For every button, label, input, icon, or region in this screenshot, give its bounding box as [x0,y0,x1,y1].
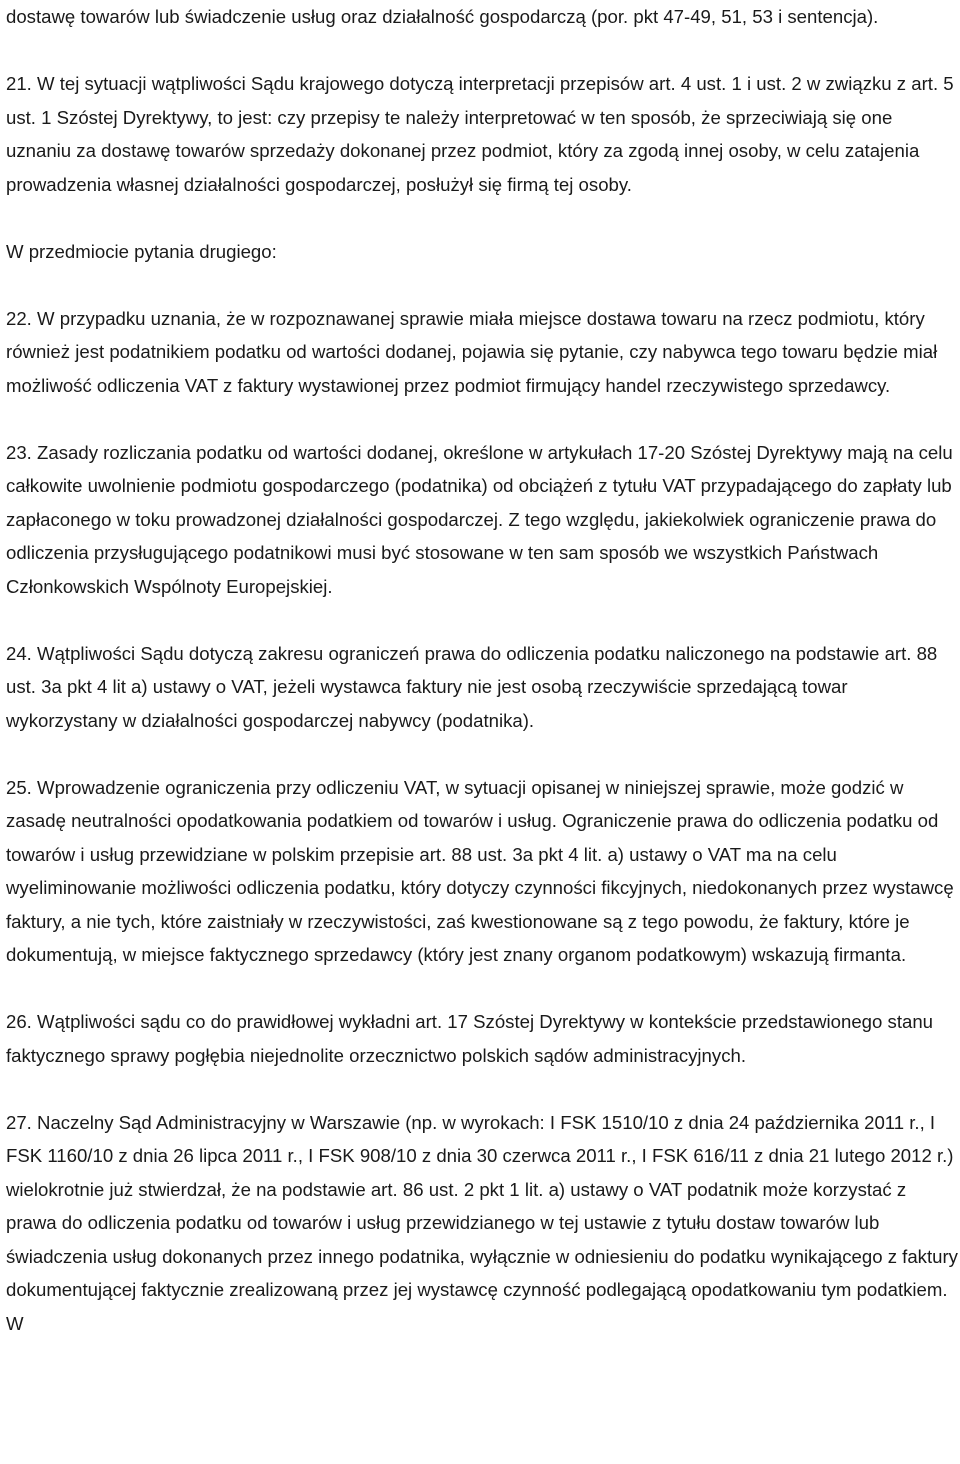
paragraph-21: 21. W tej sytuacji wątpliwości Sądu krajowego dotyczą interpretacji przepisów art. 4 ust. 1 i ust. 2 w związku z art. 5 ust. 1 Szóstej Dyrektywy, to jest: czy przepisy te należy interpretować w ten sposób, że sprzeciwiają się one uznaniu za dostawę towarów sprzedaży dokonanej przez podmiot, który za zgodą innej osoby, w celu zatajenia prowadzenia własnej działalności gospodarczej, posłużył się firmą tej osoby. [6,73,954,195]
paragraph-23: 23. Zasady rozliczania podatku od wartości dodanej, określone w artykułach 17-20 Szóstej Dyrektywy mają na celu całkowite uwolnienie podmiotu gospodarczego (podatnika) od obciążeń z tytułu VAT przypadającego do zapłaty lub zapłaconego w toku prowadzonej działalności gospodarczej. Z tego względu, jakiekolwiek ograniczenie prawa do odliczenia przysługującego podatnikowi musi być stosowane w ten sam sposób we wszystkich Państwach Członkowskich Wspólnoty Europejskiej. [6,441,953,597]
paragraph-25: 25. Wprowadzenie ograniczenia przy odliczeniu VAT, w sytuacji opisanej w niniejszej sprawie, może godzić w zasadę neutralności opodatkowania podatkiem od towarów i usług. Ograniczenie prawa do odliczenia podatku od towarów i usług przewidziane w polskim przepisie art. 88 ust. 3a pkt 4 lit. a) ustawy o VAT ma na celu wyeliminowanie możliwości odliczenia podatku, który dotyczy czynności fikcyjnych, niedokonanych przez wystawcę faktury, a nie tych, które zaistniały w rzeczywistości, zaś kwestionowane są z tego powodu, że faktury, które je dokumentują, w miejsce faktycznego sprzedawcy (który jest znany organom podatkowym) wskazują firmanta. [6,776,954,965]
paragraph-27: 27. Naczelny Sąd Administracyjny w Warszawie (np. w wyrokach: I FSK 1510/10 z dnia 24 października 2011 r., I FSK 1160/10 z dnia 26 lipca 2011 r., I FSK 908/10 z dnia 30 czerwca 2011 r., I FSK 616/11 z dnia 21 lutego 2012 r.) wielokrotnie już stwierdzał, że na podstawie art. 86 ust. 2 pkt 1 lit. a) ustawy o VAT podatnik może korzystać z prawa do odliczenia podatku od towarów i usług przewidzianego w tej ustawie z tytułu dostaw towarów lub świadczenia usług dokonanych przez innego podatnika, wyłącznie w odniesieniu do podatku wynikającego z faktury dokumentującej faktycznie zrealizowaną przez jej wystawcę czynność podlegającą opodatkowaniu tym podatkiem. W [6,1111,958,1334]
paragraph-22: 22. W przypadku uznania, że w rozpoznawanej sprawie miała miejsce dostawa towaru na rzecz podmiotu, który również jest podatnikiem podatku od wartości dodanej, pojawia się pytanie, czy nabywca tego towaru będzie miał możliwość odliczenia VAT z faktury wystawionej przez podmiot firmujący handel rzeczywistego sprzedawcy. [6,307,938,396]
document-page [6,0,958,1340]
paragraph-26: 26. Wątpliwości sądu co do prawidłowej wykładni art. 17 Szóstej Dyrektywy w kontekście przedstawionego stanu faktycznego sprawy pogłębia niejednolite orzecznictwo polskich sądów administracyjnych. [6,1011,934,1066]
section-heading-second-question: W przedmiocie pytania drugiego: [6,240,277,262]
paragraph-24: 24. Wątpliwości Sądu dotyczą zakresu ograniczeń prawa do odliczenia podatku naliczonego na podstawie art. 88 ust. 3a pkt 4 lit a) ustawy o VAT, jeżeli wystawca faktury nie jest osobą rzeczywiście sprzedającą towar wykorzystany w działalności gospodarczej nabywcy (podatnika). [6,642,938,731]
paragraph-continuation: dostawę towarów lub świadczenie usług oraz działalność gospodarczą (por. pkt 47-49, 51, 53 i sentencja). [6,6,879,27]
